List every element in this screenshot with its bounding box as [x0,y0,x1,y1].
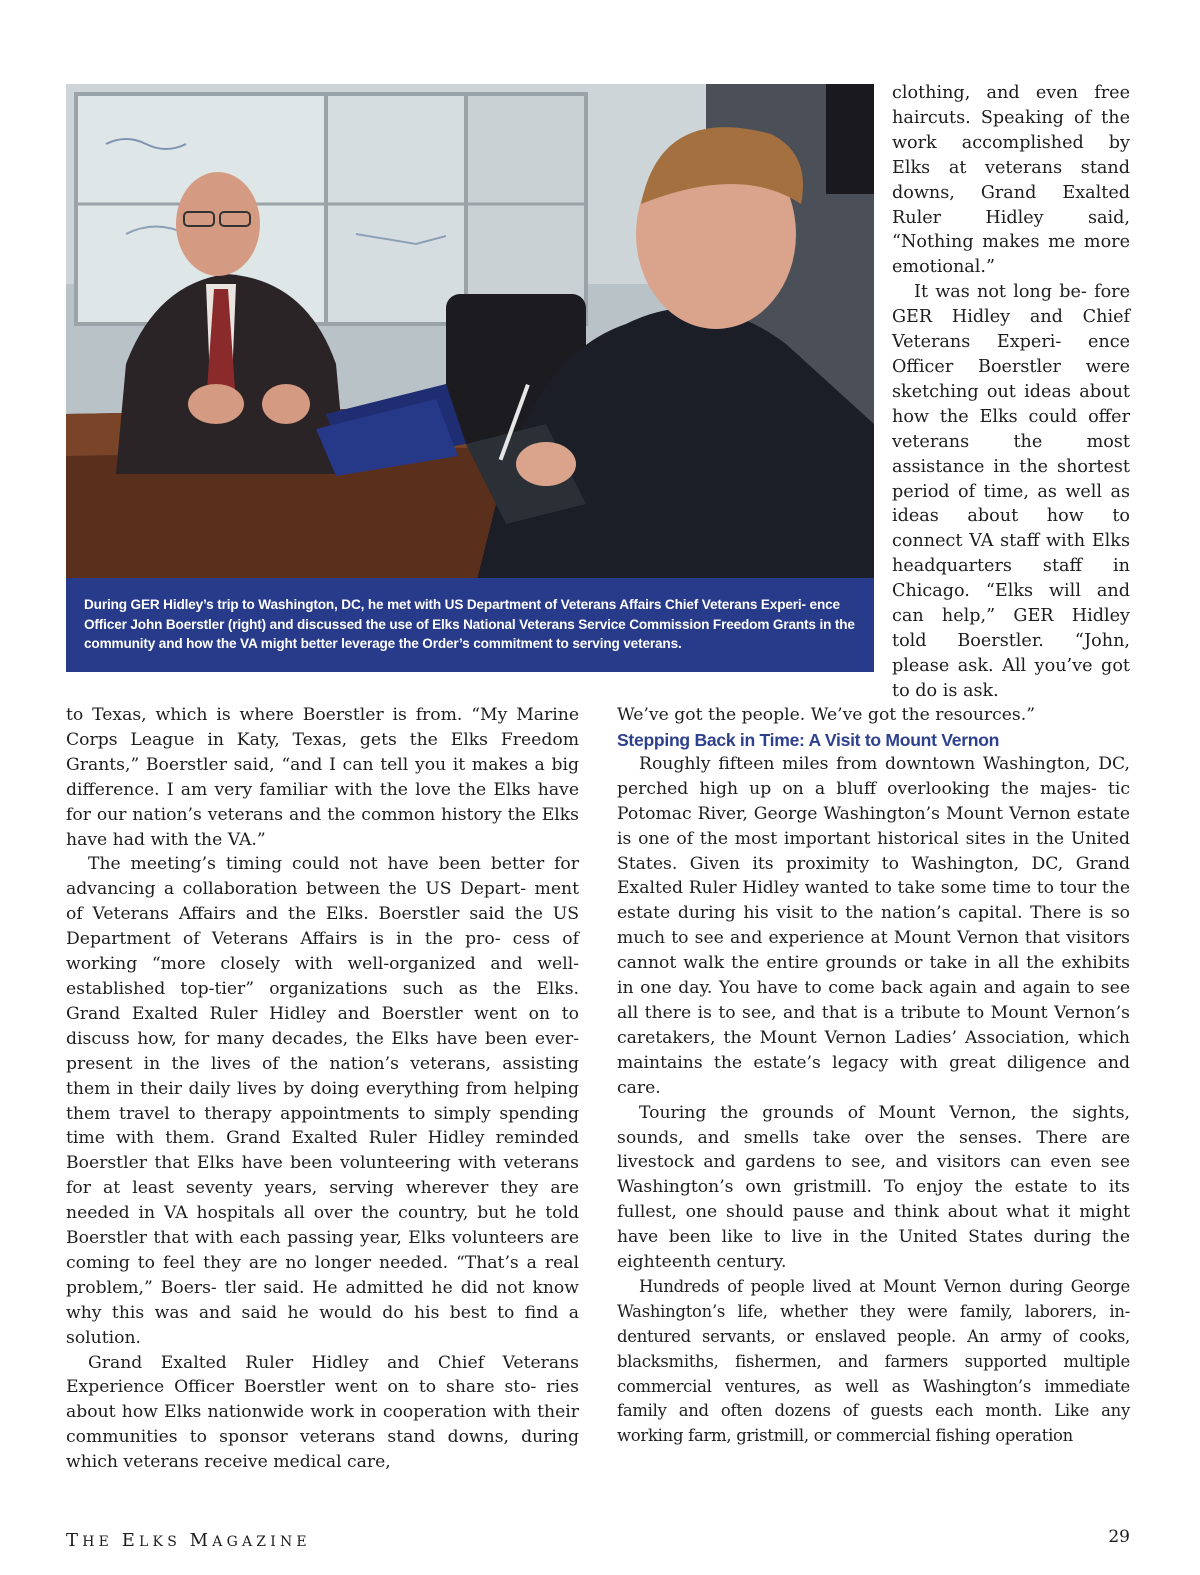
paragraph: The meeting’s timing could not have been better for advancing a collaboration between the US Depart- ment of Veterans Affairs and the Elks. Boerstler said the US Department of Veterans Affairs is in the pro- cess of working “more closely with well-organized and well-established top-tier” organizations such as the Elks. Grand Exalted Ruler Hidley and Boerstler went on to discuss how, for many decades, the Elks have been ever-present in the lives of the nation’s veterans, assisting them in their daily lives by doing everything from helping them travel to therapy appointments to simply spending time with them. Grand Exalted Ruler Hidley reminded Boerstler that Elks have been volunteering with veterans for at least seventy years, serving wherever they are needed in VA hospitals all over the country, but he told Boerstler that with each passing year, Elks volunteers are coming to feel they are no longer needed. “That’s a real problem,” Boers- tler said. He admitted he did not know why this was and said he would do his best to find a solution. [66,854,579,1348]
right-column [617,703,1130,1449]
left-column [66,703,579,1475]
photo-caption: During GER Hidley’s trip to Washington, DC, he met with US Department of Veterans Affairs Chief Veterans Experi- ence Officer John Boerstler (right) and discussed the use of Elks National Veterans Service Commission Freedom Grants in the community and how the VA might better leverage the Order’s commitment to serving veterans. [66,578,874,672]
paragraph: clothing, and even free haircuts. Speaking of the work accomplished by Elks at veterans stand downs, Grand Exalted Ruler Hidley said, “Nothing makes me more emotional.” [892,83,1130,278]
paragraph: Touring the grounds of Mount Vernon, the sights, sounds, and smells take over the senses. There are livestock and gardens to see, and visitors can even see Washington’s own gristmill. To enjoy the estate to its fullest, one should pause and think about what it might have been like to live in the United States during the eighteenth century. [617,1102,1130,1273]
paragraph: to Texas, which is where Boerstler is from. “My Marine Corps League in Katy, Texas, gets the Elks Freedom Grants,” Boerstler said, “and I can tell you it makes a big difference. I am very familiar with the love the Elks have for our nation’s veterans and the common history the Elks have had with the VA.” [66,705,579,850]
magazine-name: THE ELKS MAGAZINE [66,1530,311,1551]
page-number: 29 [1108,1527,1130,1547]
article-photo [66,84,874,672]
paragraph: Grand Exalted Ruler Hidley and Chief Veterans Experience Officer Boerstler went on to share sto- ries about how Elks nationwide work in cooperation with their communities to sponsor veterans stand downs, during which veterans receive medical care, [66,1352,579,1473]
section-subhead: Stepping Back in Time: A Visit to Mount Vernon [617,729,1000,750]
paragraph-continuation: We’ve got the people. We’ve got the resources.” [617,705,1035,725]
right-top-column [892,81,1130,704]
paragraph: Roughly fifteen miles from downtown Washington, DC, perched high up on a bluff overlooking the majes- tic Potomac River, George Washington’s Mount Vernon estate is one of the most important historical sites in the United States. Given its proximity to Washington, DC, Grand Exalted Ruler Hidley wanted to take some time to tour the estate during his visit to the nation’s capital. There is so much to see and experience at Mount Vernon that visitors cannot walk the entire grounds or take in all the exhibits in one day. You have to come back again and again to see all there is to see, and that is a tribute to Mount Vernon’s caretakers, the Mount Vernon Ladies’ Association, which maintains the estate’s legacy with great diligence and care. [617,753,1130,1098]
paragraph: It was not long be- fore GER Hidley and Chief Veterans Experi- ence Officer Boerstler were sketching out ideas about how the Elks could offer veterans the most assistance in the shortest period of time, as well as ideas about how to connect VA staff with Elks headquarters staff in Chicago. “Elks will and can help,” GER Hidley told Boerstler. “John, please ask. All you’ve got to do is ask. [892,282,1130,701]
paragraph: Hundreds of people lived at Mount Vernon during George Washington’s life, whether they were family, laborers, in- dentured servants, or enslaved people. An army of cooks, blacksmiths, fishermen, and farmers supported multiple commercial ventures, as well as Washington’s immediate family and often dozens of guests each month. Like any working farm, gristmill, or commercial fishing operation [617,1276,1130,1446]
